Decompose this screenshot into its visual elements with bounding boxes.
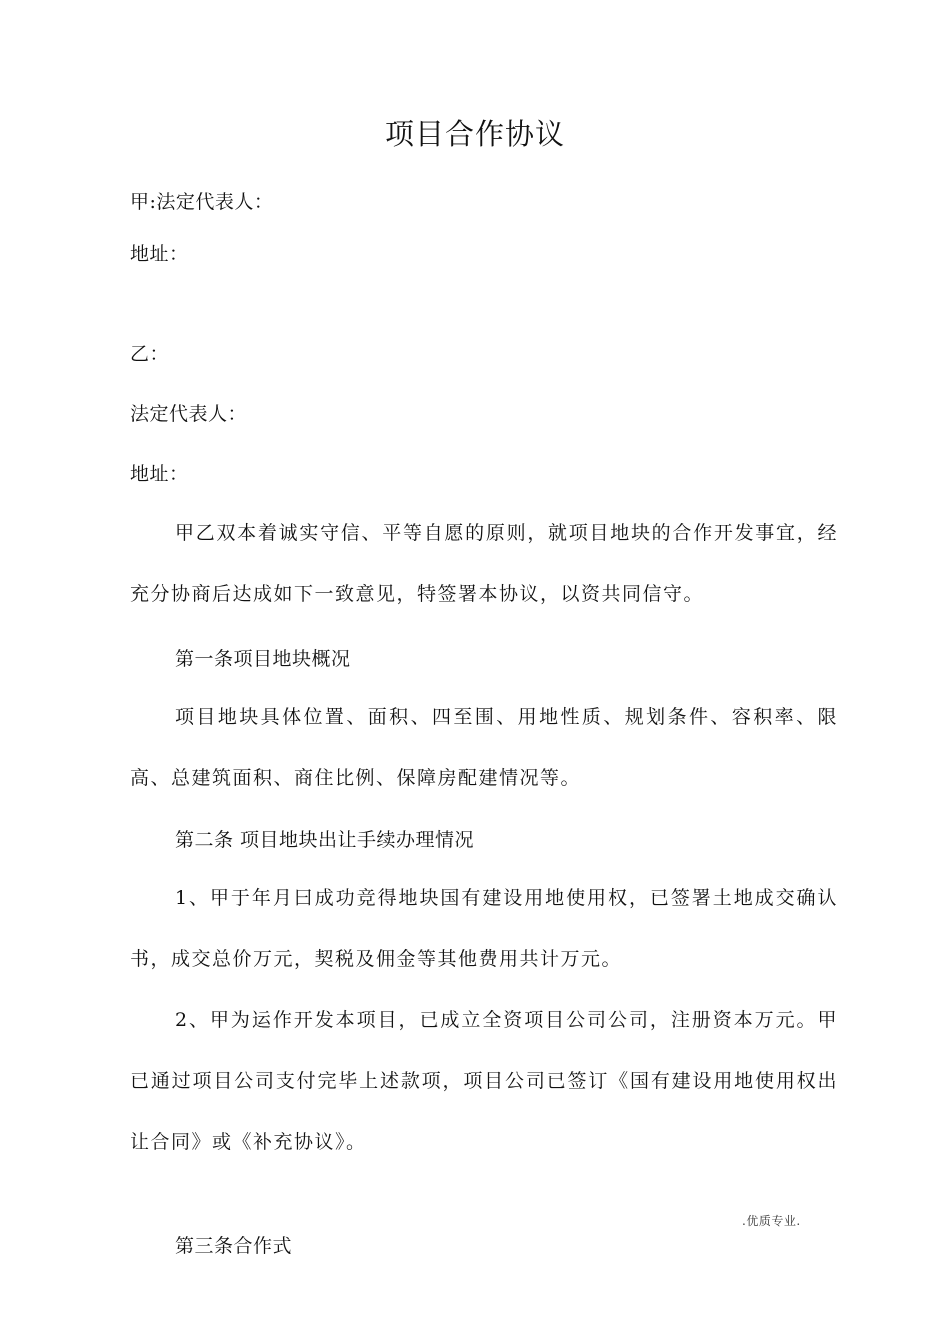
- document-title: 项目合作协议: [384, 117, 565, 151]
- party-b-representative: 法定代表人：: [130, 403, 248, 425]
- party-b-name: 乙：: [130, 343, 170, 365]
- article-2-item-1: 1、甲于年月曰成功竞得地块国有建设用地使用权，已签署土地成交确认书，成交总价万元，契税及佣金等其他费用共计万元。: [130, 887, 838, 970]
- party-b-address: 地址：: [130, 463, 189, 485]
- party-a-address: 地址：: [130, 243, 189, 265]
- article-1-heading: 第一条项目地块概况: [175, 648, 351, 670]
- article-1-body: 项目地块具体位置、面积、四至围、用地性质、规划条件、容积率、限高、总建筑面积、商住比例、保障房配建情况等。: [130, 706, 838, 789]
- preamble-paragraph: 甲乙双本着诚实守信、平等自愿的原则，就项目地块的合作开发事宜，经充分协商后达成如下一致意见，特签署本协议，以资共同信守。: [130, 522, 838, 605]
- footer-note: .优质专业.: [742, 1214, 801, 1228]
- article-2-heading: 第二条 项目地块出让手续办理情况: [175, 829, 475, 851]
- article-2-item-2: 2、甲为运作开发本项目，已成立全资项目公司公司，注册资本万元。甲已通过项目公司支付完毕上述款项，项目公司已签订《国有建设用地使用权出让合同》或《补充协议》。: [130, 1009, 838, 1153]
- party-a-representative: 甲:法定代表人：: [130, 191, 274, 213]
- article-3-heading: 第三条合作式: [175, 1235, 293, 1257]
